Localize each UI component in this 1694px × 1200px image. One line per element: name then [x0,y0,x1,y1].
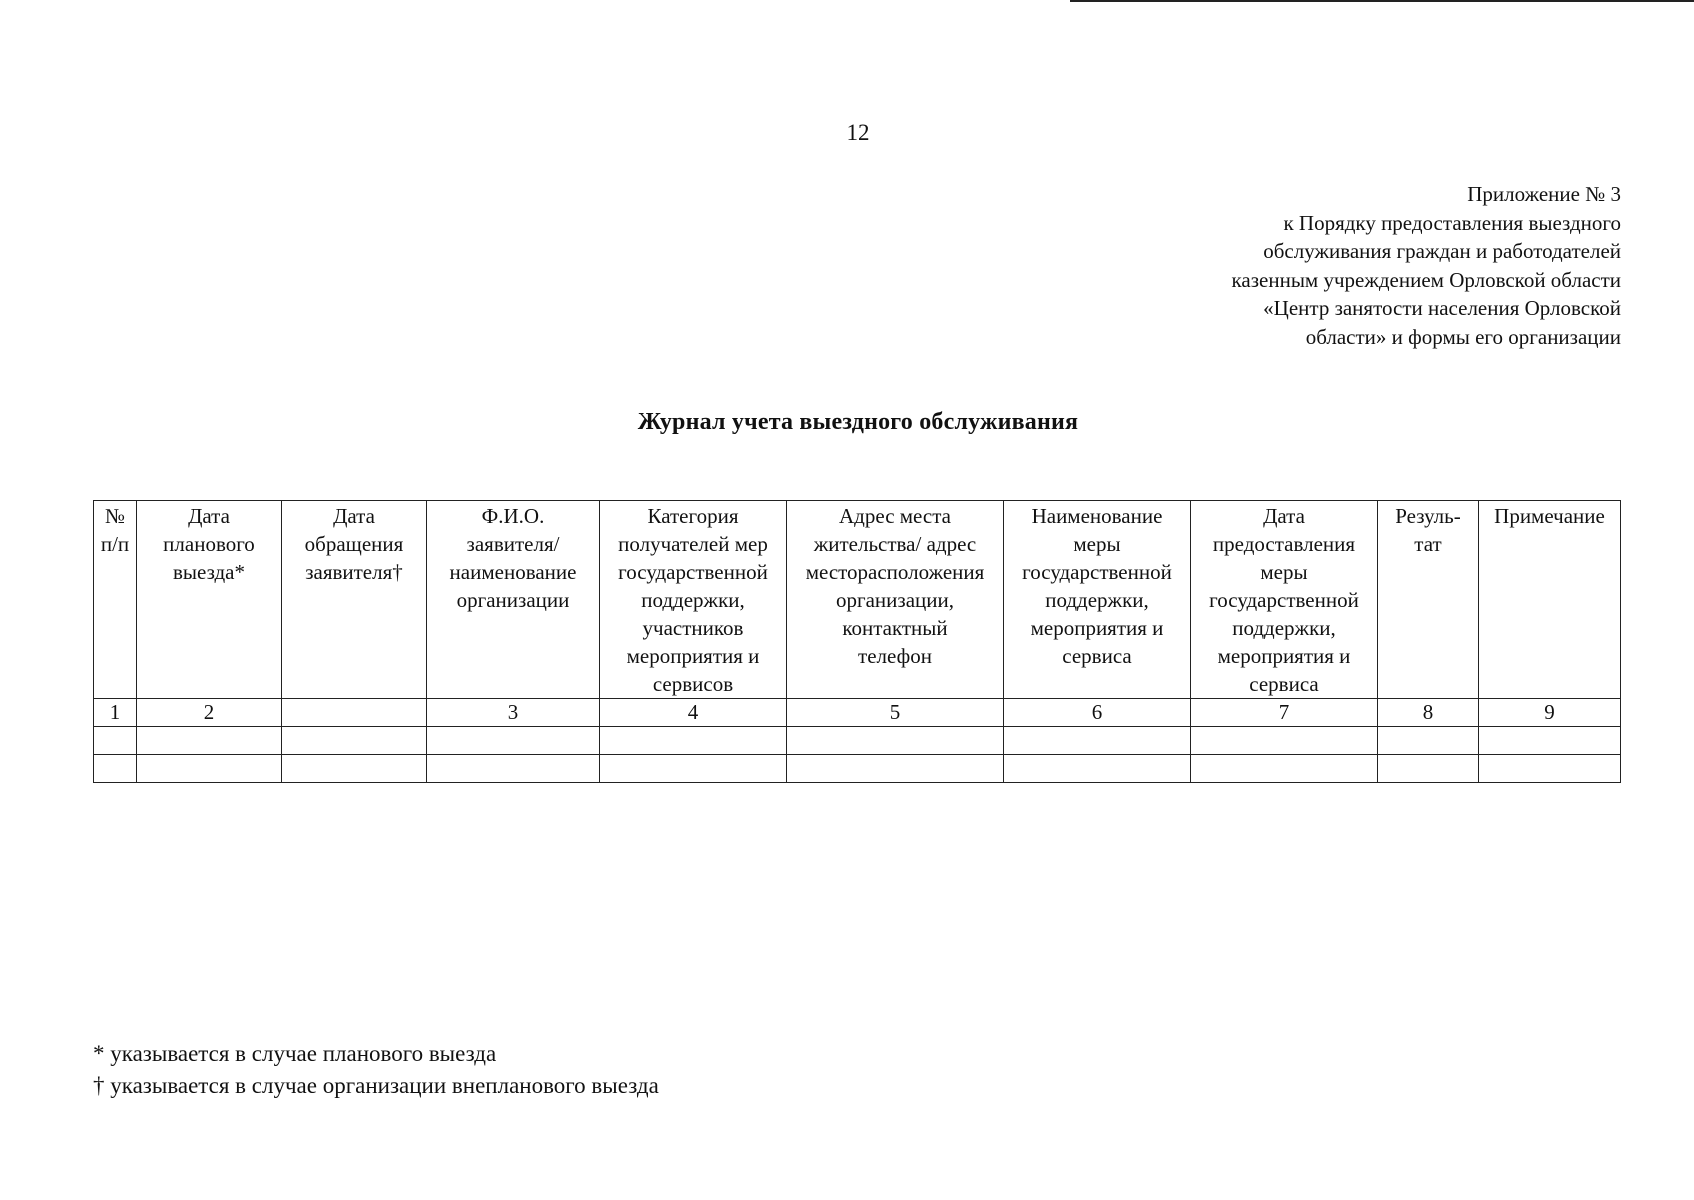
header-text: поддержки, [1232,616,1336,640]
header-text: поддержки, [1045,588,1149,612]
table-cell [600,755,787,783]
header-row [94,501,1621,699]
header-text: п/п [100,532,130,556]
footnote: † указывается в случае организации внепланового выезда [93,1073,659,1098]
table-cell [427,727,600,755]
table-cell [1004,755,1191,783]
table-cell [1378,755,1479,783]
table-cell [1004,727,1191,755]
header-text: Наименование [1031,504,1163,528]
header-text: организации, [836,588,954,612]
footnote: * указывается в случае планового выезда [93,1041,497,1066]
table-row [94,755,1621,783]
header-note [1479,501,1621,699]
column-number-cell: 1 [94,699,137,727]
header-text: государственной [1022,560,1172,584]
header-text: предоставления [1212,532,1356,556]
header-text: заявителя† [305,560,403,584]
footnotes [93,1038,659,1102]
appendix-reference [1061,180,1621,351]
header-text: телефон [858,644,932,668]
header-text: поддержки, [641,588,745,612]
header-planned-date [137,501,282,699]
column-number-cell: 6 [1004,699,1191,727]
table-cell [94,727,137,755]
table-cell [282,727,427,755]
table-cell [1378,727,1479,755]
table-cell [137,727,282,755]
header-text: Дата [1263,504,1305,528]
header-text: государственной [618,560,768,584]
header-text: мероприятия и [626,644,760,668]
column-number-cell: 3 [427,699,600,727]
header-text: контактный [842,616,948,640]
header-text: меры [1073,532,1121,556]
header-text: наименование [449,560,577,584]
column-number-cell: 5 [787,699,1004,727]
header-recipient-category [600,501,787,699]
table-cell [282,755,427,783]
header-text: № [104,504,126,528]
column-number-cell: 9 [1479,699,1621,727]
header-support-measure [1004,501,1191,699]
header-text: получателей мер [618,532,768,556]
table-cell [427,755,600,783]
appendix-line: области» и формы его организации [1305,324,1621,349]
header-text: государственной [1209,588,1359,612]
header-text: организации [456,588,570,612]
table-cell [94,755,137,783]
header-text: жительства/ адрес [813,532,977,556]
document-title: Журнал учета выездного обслуживания [637,409,1079,435]
header-text: Примечание [1494,504,1605,528]
header-text: месторасположения [805,560,985,584]
column-number-cell: 2 [137,699,282,727]
header-text: планового [163,532,255,556]
header-text: Резуль- [1395,504,1461,528]
header-text: Ф.И.О. [481,504,545,528]
header-applicant-name [427,501,600,699]
appendix-line: казенным учреждением Орловской области [1231,267,1621,292]
column-number-cell: 7 [1191,699,1378,727]
header-text: сервиса [1249,672,1319,696]
table-cell [787,755,1004,783]
journal-table [93,500,1621,783]
header-text: меры [1260,560,1308,584]
table-cell [600,727,787,755]
header-text: обращения [304,532,404,556]
table-cell [1191,755,1378,783]
table-cell [137,755,282,783]
column-number-cell: 4 [600,699,787,727]
header-text: Категория [647,504,739,528]
page-number: 12 [846,120,870,145]
appendix-line: «Центр занятости населения Орловской [1263,296,1621,320]
header-number [94,501,137,699]
column-number-cell: 8 [1378,699,1479,727]
header-text: тат [1414,532,1442,556]
table-cell [1479,755,1621,783]
header-text: мероприятия и [1217,644,1351,668]
column-number-cell [282,699,427,727]
table-cell [1191,727,1378,755]
appendix-line: Приложение № 3 [1467,182,1621,206]
header-result [1378,501,1479,699]
appendix-line: обслуживания граждан и работодателей [1263,239,1621,263]
table-cell [1479,727,1621,755]
header-text: мероприятия и [1030,616,1164,640]
header-text: Адрес места [839,504,951,528]
header-text: Дата [333,504,375,528]
appendix-line: к Порядку предоставления выездного [1283,210,1621,235]
header-address [787,501,1004,699]
header-text: сервиса [1062,644,1132,668]
header-request-date [282,501,427,699]
header-text: заявителя/ [466,532,560,556]
column-number-row [94,699,1621,727]
header-text: участников [642,616,744,640]
header-text: Дата [188,504,230,528]
header-provision-date [1191,501,1378,699]
top-border-line [1070,0,1694,2]
table-cell [787,727,1004,755]
table-row [94,727,1621,755]
header-text: сервисов [652,672,734,696]
header-text: выезда* [172,560,246,584]
